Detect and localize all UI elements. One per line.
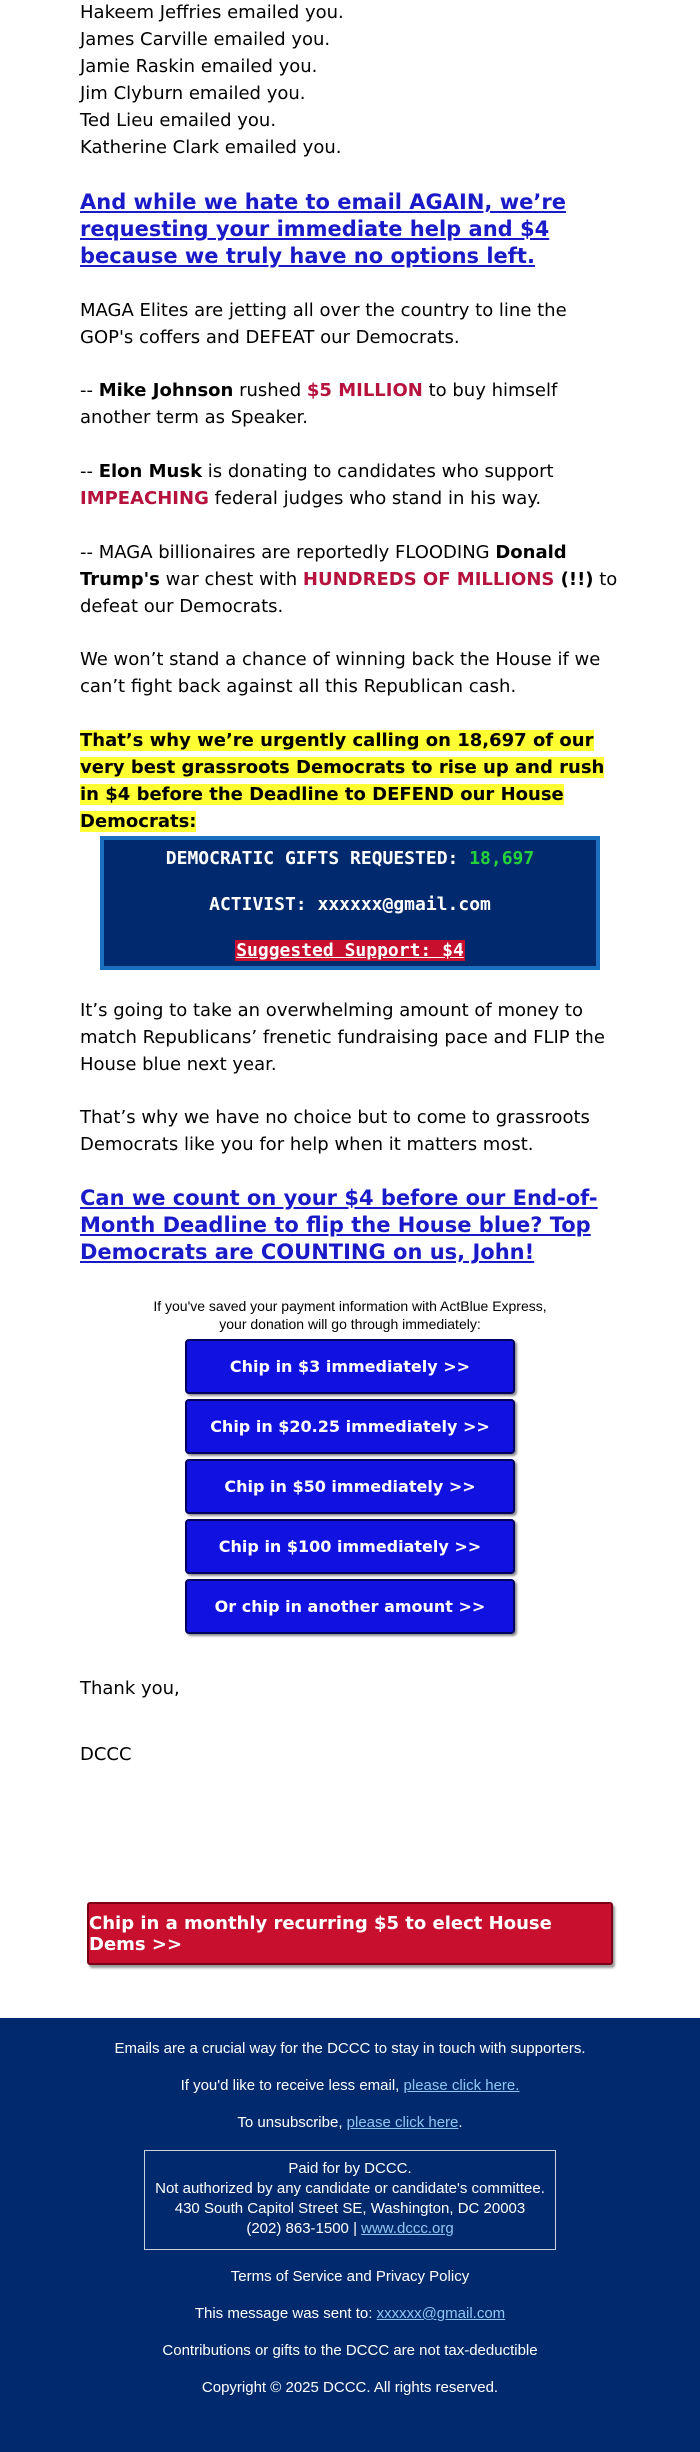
contact-line <box>145 2219 555 2239</box>
email-list-item: Katherine Clark emailed you. <box>80 137 342 158</box>
footer-unsubscribe <box>0 2114 700 2131</box>
chip-in-other-button[interactable]: Or chip in another amount >> <box>185 1579 515 1634</box>
paragraph-maga-elites: MAGA Elites are jetting all over the country to line the GOP's coffers and DEFEAT our Democrats. <box>80 300 567 348</box>
headline-link-2[interactable]: Can we count on your $4 before our End-of-Month Deadline to flip the House blue? Top Democrats are COUNTING on us, John! <box>80 1186 598 1264</box>
unsubscribe-link[interactable]: please click here <box>346 2114 459 2131</box>
bold-name: Donald Trump's <box>80 542 567 590</box>
bold-name: Elon Musk <box>98 461 203 482</box>
tax-note: Contributions or gifts to the DCCC are not tax-deductible <box>162 2342 538 2359</box>
text: rushed <box>233 380 307 401</box>
bold-name: Mike Johnson <box>98 380 234 401</box>
address-line: 430 South Capitol Street SE, Washington, DC 20003 <box>174 2200 526 2217</box>
activist-line: ACTIVIST: xxxxxx@gmail.com <box>209 894 491 915</box>
footer-note: Emails are a crucial way for the DCCC to stay in touch with supporters. <box>114 2040 586 2057</box>
gifts-requested-line <box>104 848 596 869</box>
highlighted-text: That’s why we’re urgently calling on 18,697 of our very best grassroots Democrats to rise up and rush in $4 before the Deadline to DEFEND our House Democrats: <box>80 730 605 832</box>
text: to buy himself another term as Speaker. <box>80 380 558 428</box>
gifts-label: DEMOCRATIC GIFTS REQUESTED: <box>165 848 470 869</box>
text: -- <box>80 461 99 482</box>
sent-to-line <box>0 2305 700 2322</box>
red-emphasis: HUNDREDS OF MILLIONS <box>302 569 555 590</box>
footer <box>0 2018 700 2452</box>
paid-line: Not authorized by any candidate or candidate's committee. <box>155 2180 545 2197</box>
text: -- <box>80 380 99 401</box>
chip-in-20-button[interactable]: Chip in $20.25 immediately >> <box>185 1399 515 1454</box>
red-emphasis: IMPEACHING <box>80 488 209 509</box>
copyright: Copyright © 2025 DCCC. All rights reserved. <box>201 2379 499 2396</box>
headline-link[interactable]: And while we hate to email AGAIN, we’re requesting your immediate help and $4 because we truly have no options left. <box>80 190 566 268</box>
text: . <box>458 2114 463 2131</box>
suggested-support-line[interactable] <box>104 940 596 961</box>
recurring-donation-button[interactable]: Chip in a monthly recurring $5 to elect House Dems >> <box>87 1902 613 1965</box>
email-list-item: Jim Clyburn emailed you. <box>80 83 306 104</box>
text: is donating to candidates who support <box>202 461 554 482</box>
express-note-line: your donation will go through immediately: <box>219 1316 481 1332</box>
paragraph-billionaires <box>80 539 625 620</box>
thanks-text: Thank you, <box>80 1678 180 1699</box>
email-list-item: James Carville emailed you. <box>80 29 331 50</box>
suggested-support-link[interactable]: Suggested Support: $4 <box>236 940 464 961</box>
terms-link[interactable]: Terms of Service and Privacy Policy <box>230 2268 470 2285</box>
chip-in-100-button[interactable]: Chip in $100 immediately >> <box>185 1519 515 1574</box>
less-email-link[interactable]: please click here. <box>403 2077 520 2094</box>
text: If you'd like to receive less email, <box>180 2077 404 2094</box>
bold-exclaim: (!!) <box>554 569 594 590</box>
paragraph-johnson <box>80 377 625 431</box>
signature: DCCC <box>80 1744 132 1765</box>
highlight-paragraph <box>80 727 625 835</box>
text: To unsubscribe, <box>237 2114 347 2131</box>
paragraph-money: It’s going to take an overwhelming amount of money to match Republicans’ frenetic fundraising pace and FLIP the House blue next year. <box>80 1000 605 1075</box>
express-note <box>130 1297 570 1333</box>
email-list-item: Ted Lieu emailed you. <box>80 110 277 131</box>
paragraph-choice: That’s why we have no choice but to come to grassroots Democrats like you for help when it matters most. <box>80 1107 590 1155</box>
paragraph-chance: We won’t stand a chance of winning back the House if we can’t fight back against all this Republican cash. <box>80 649 601 697</box>
text: to defeat our Democrats. <box>80 569 618 617</box>
text: federal judges who stand in his way. <box>208 488 542 509</box>
recipient-email-link[interactable]: xxxxxx@gmail.com <box>376 2305 506 2322</box>
gift-request-box <box>100 836 600 970</box>
paid-line: Paid for by DCCC. <box>288 2160 412 2177</box>
text: This message was sent to: <box>194 2305 377 2322</box>
express-note-line: If you've saved your payment information with ActBlue Express, <box>153 1298 547 1314</box>
email-list-item: Hakeem Jeffries emailed you. <box>80 2 344 23</box>
footer-less-email <box>0 2077 700 2094</box>
chip-in-50-button[interactable]: Chip in $50 immediately >> <box>185 1459 515 1514</box>
paragraph-musk <box>80 458 625 512</box>
text: -- MAGA billionaires are reportedly FLOODING <box>80 542 496 563</box>
red-emphasis: $5 MILLION <box>306 380 423 401</box>
emails-list <box>80 0 625 161</box>
website-link[interactable]: www.dccc.org <box>361 2220 454 2237</box>
chip-in-3-button[interactable]: Chip in $3 immediately >> <box>185 1339 515 1394</box>
paid-for-box <box>144 2150 556 2250</box>
phone: (202) 863-1500 | <box>246 2220 362 2237</box>
gifts-count: 18,697 <box>469 848 535 869</box>
email-list-item: Jamie Raskin emailed you. <box>80 56 318 77</box>
text: war chest with <box>159 569 303 590</box>
